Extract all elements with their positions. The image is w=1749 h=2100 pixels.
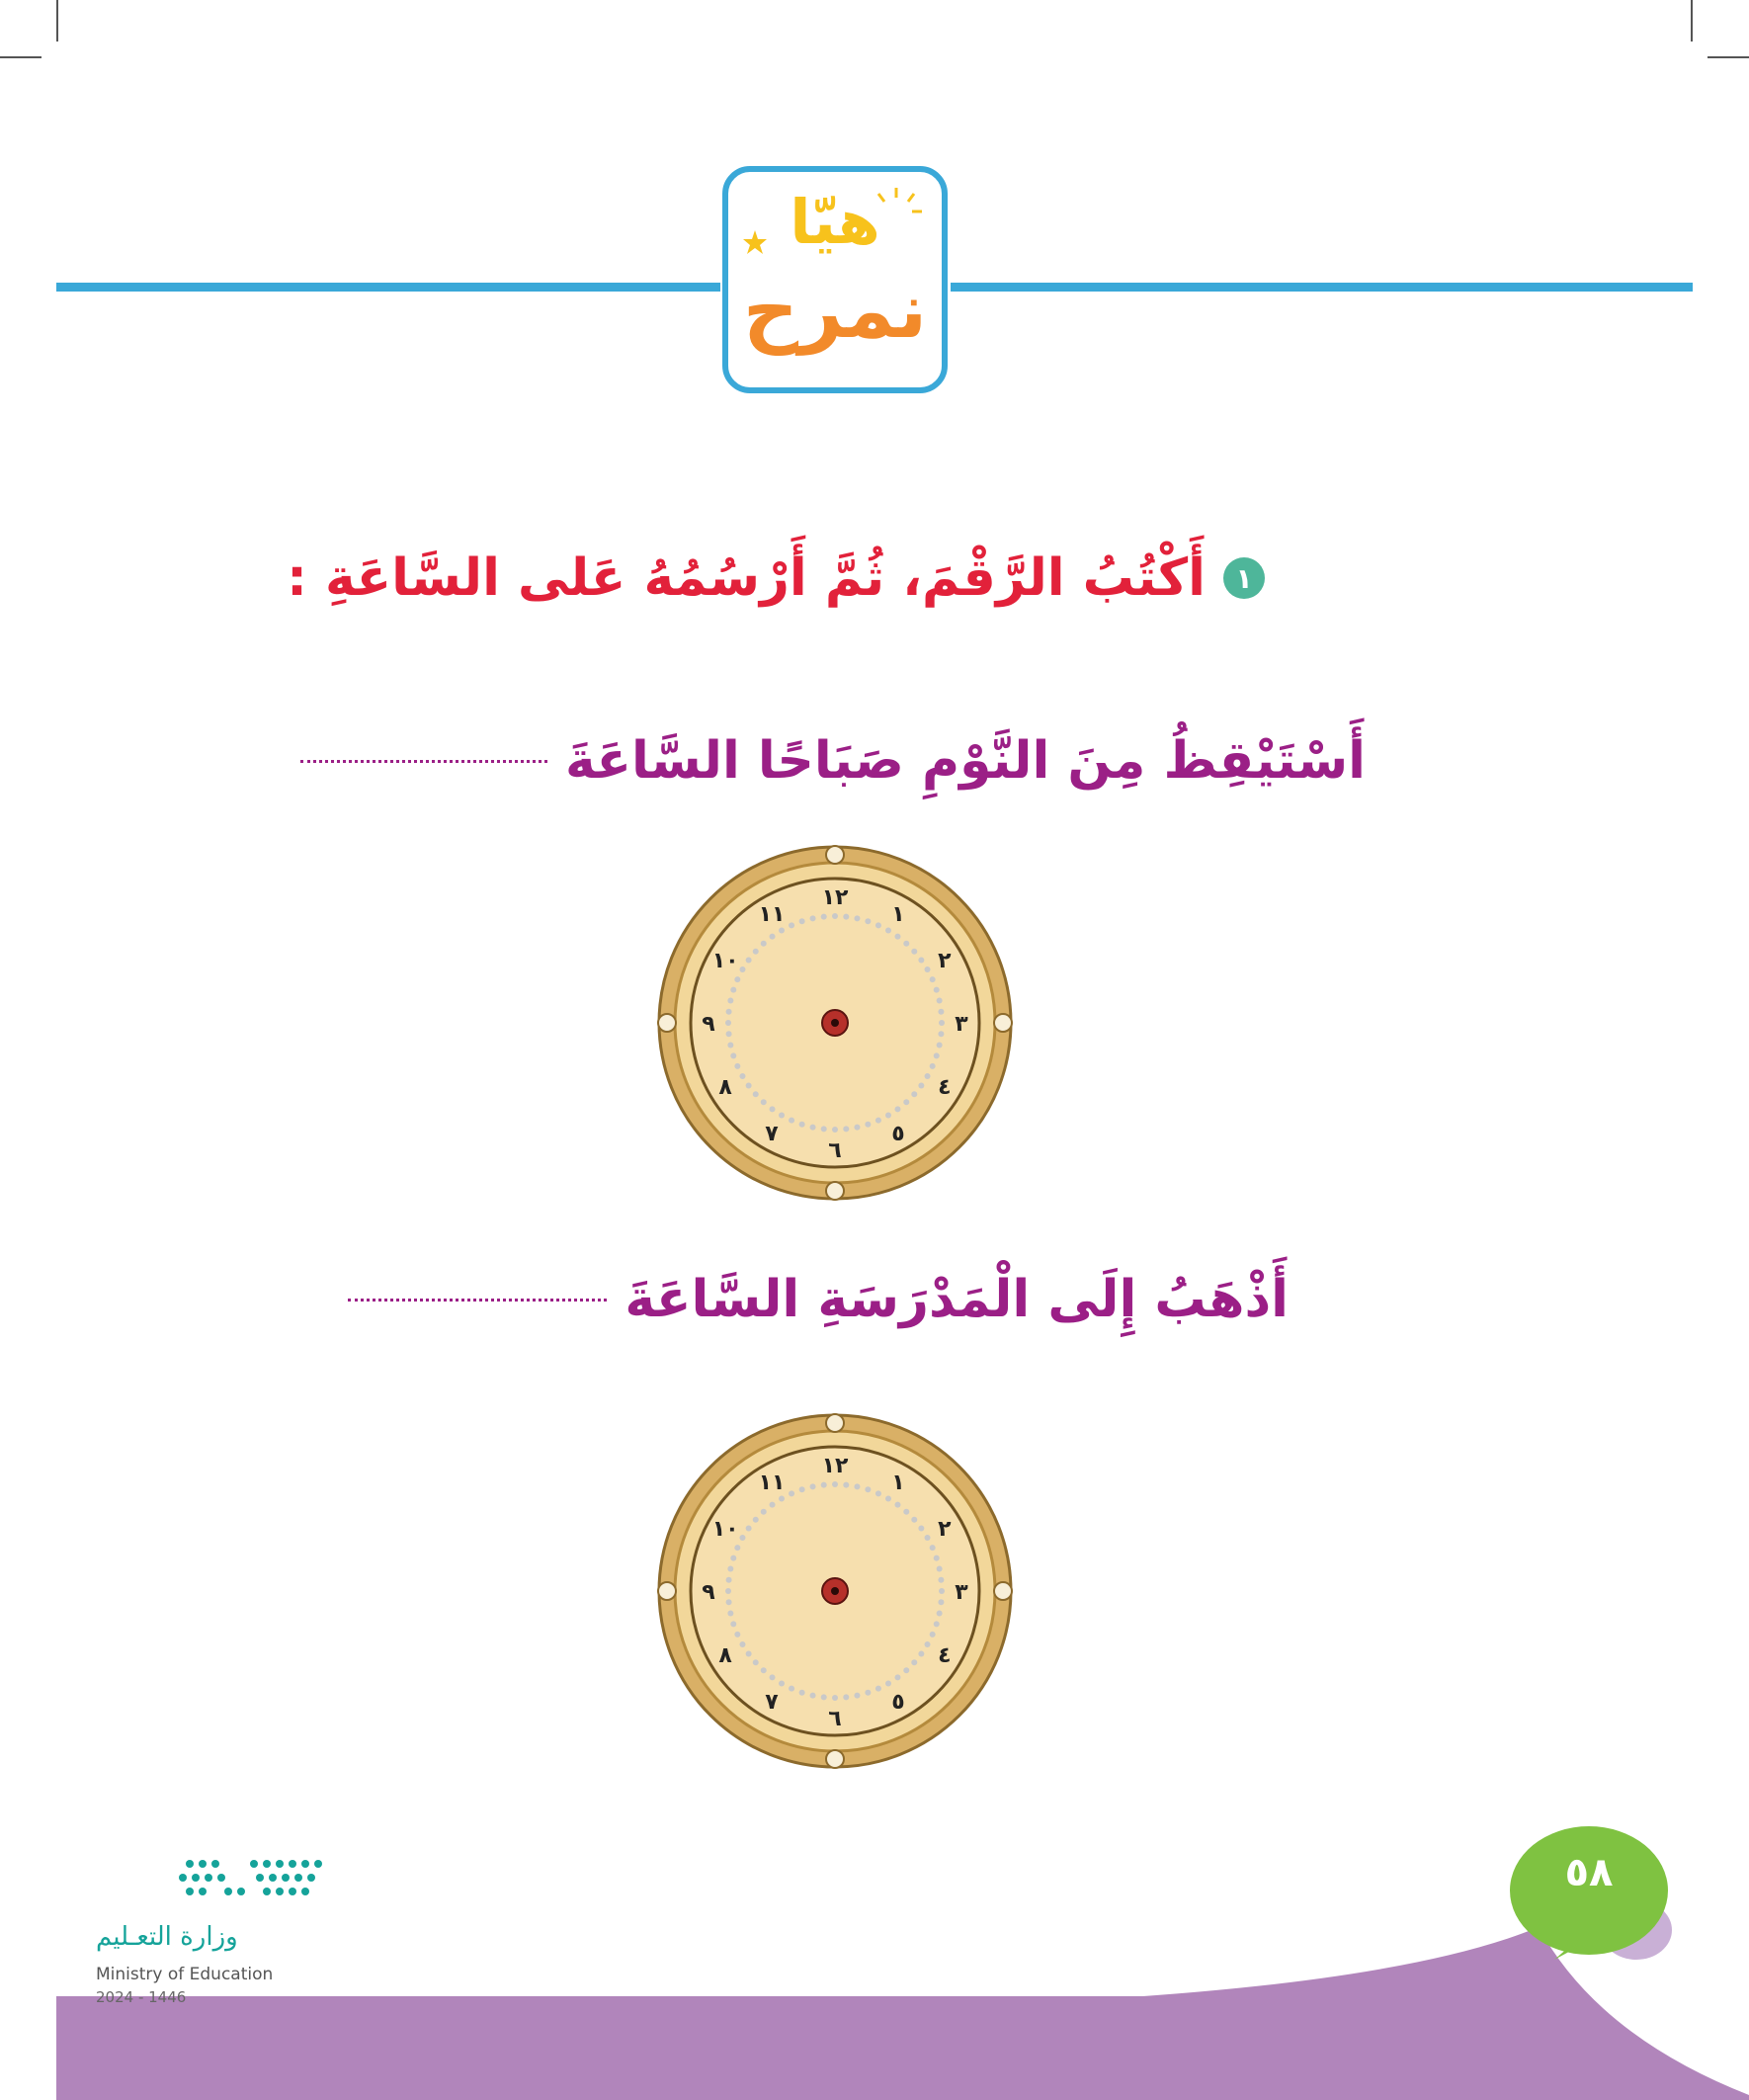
minute-dot — [937, 1042, 943, 1048]
clock-numeral: ٧ — [765, 1689, 779, 1715]
minute-dot — [925, 966, 931, 972]
minute-dot — [865, 918, 871, 924]
question-text: أَسْتَيْقِظُ مِنَ النَّوْمِ صَبَاحًا السَّاعَةَ — [564, 731, 1366, 791]
minute-dot — [799, 1690, 805, 1696]
minute-dot — [832, 1481, 838, 1487]
minute-dot — [730, 987, 736, 993]
minute-dot — [789, 1490, 794, 1496]
minute-dot — [799, 918, 805, 924]
question-wake-up — [300, 731, 1366, 791]
minute-dot — [865, 1486, 871, 1492]
minute-dot — [739, 1535, 745, 1541]
minute-dot — [821, 1694, 827, 1700]
clock-face[interactable] — [657, 1413, 1013, 1769]
question-go-to-school — [348, 1270, 1289, 1329]
minute-dot — [930, 1632, 936, 1638]
minute-dot — [753, 949, 759, 955]
clock-center-pin — [831, 1019, 839, 1027]
minute-dot — [739, 1073, 745, 1079]
minute-dot — [939, 1020, 945, 1026]
minute-dot — [843, 1694, 849, 1700]
clock-numeral: ١ — [891, 902, 905, 928]
rim-flower-ornament — [994, 1582, 1012, 1600]
minute-dot — [734, 976, 740, 982]
minute-dot — [885, 927, 891, 933]
clock-numeral: ٣ — [955, 1580, 968, 1605]
minute-dot — [789, 922, 794, 928]
minute-dot — [810, 1125, 816, 1131]
clock-numeral: ١١ — [758, 1470, 786, 1496]
minute-dot — [727, 1042, 733, 1048]
minute-dot — [810, 915, 816, 921]
badge-title-bottom: نمرح — [742, 267, 928, 356]
minute-dot — [779, 1113, 785, 1119]
clock-numeral: ١٢ — [821, 885, 849, 910]
minute-dot — [918, 1082, 924, 1088]
rim-flower-ornament — [826, 846, 844, 864]
clock-numeral: ٤ — [938, 1643, 952, 1668]
minute-dot — [865, 1122, 871, 1128]
rim-flower-ornament — [658, 1014, 676, 1032]
minute-dot — [770, 1674, 776, 1680]
clock-numeral: ٨ — [718, 1075, 732, 1100]
minute-dot — [894, 934, 900, 940]
minute-dot — [770, 934, 776, 940]
minute-dot — [938, 1577, 944, 1583]
minute-dot — [739, 966, 745, 972]
minute-dot — [726, 1009, 732, 1015]
minute-dot — [925, 1641, 931, 1647]
step-number: ١ — [1223, 557, 1265, 599]
minute-dot — [770, 1502, 776, 1508]
clock-center-pin — [831, 1587, 839, 1595]
minute-dot — [726, 1599, 732, 1605]
page-number: ٥٨ — [1564, 1850, 1614, 1895]
header-rule-right — [951, 283, 1693, 292]
ministry-name-english: Ministry of Education — [96, 1965, 274, 1984]
clock-numeral: ٩ — [702, 1012, 715, 1037]
minute-dot — [854, 1483, 860, 1489]
clock-numeral: ٢ — [938, 949, 952, 973]
minute-dot — [821, 1126, 827, 1132]
clock-numeral: ٥ — [891, 1121, 905, 1146]
clock-numeral: ٦ — [828, 1707, 842, 1731]
minute-dot — [854, 915, 860, 921]
crop-mark — [1707, 56, 1749, 58]
minute-dot — [937, 998, 943, 1004]
answer-blank[interactable] — [348, 1299, 607, 1302]
minute-dot — [761, 1667, 767, 1673]
clock-numeral: ١٠ — [711, 949, 739, 973]
minute-dot — [875, 1490, 881, 1496]
ministry-name-arabic: وزارة التعـليم — [96, 1922, 238, 1952]
clock-face[interactable] — [657, 845, 1013, 1201]
minute-dot — [746, 1082, 752, 1088]
clock-numeral: ١٢ — [821, 1454, 849, 1478]
minute-dot — [779, 1681, 785, 1687]
clock-numeral: ٧ — [765, 1121, 779, 1146]
minute-dot — [918, 1526, 924, 1532]
rim-flower-ornament — [994, 1014, 1012, 1032]
minute-dot — [930, 976, 936, 982]
edition-year: 2024 - 1446 — [96, 1988, 187, 2002]
minute-dot — [779, 1495, 785, 1501]
minute-dot — [885, 1113, 891, 1119]
minute-dot — [930, 1545, 936, 1551]
minute-dot — [725, 1020, 731, 1026]
rim-flower-ornament — [826, 1414, 844, 1432]
minute-dot — [918, 958, 924, 964]
minute-dot — [903, 1509, 909, 1515]
badge-title-top: هيّا — [790, 186, 880, 258]
rim-flower-ornament — [826, 1182, 844, 1200]
answer-blank[interactable] — [300, 760, 547, 763]
minute-dot — [789, 1686, 794, 1692]
minute-dot — [854, 1693, 860, 1699]
minute-dot — [938, 1009, 944, 1015]
minute-dot — [739, 1641, 745, 1647]
minute-dot — [779, 927, 785, 933]
minute-dot — [894, 1674, 900, 1680]
clock-numeral: ٦ — [828, 1138, 842, 1163]
clock-numeral: ١١ — [758, 902, 786, 928]
minute-dot — [875, 922, 881, 928]
minute-dot — [911, 1517, 917, 1523]
minute-dot — [821, 914, 827, 920]
minute-dot — [934, 987, 940, 993]
header-rule-left — [56, 283, 720, 292]
crop-mark — [56, 0, 58, 42]
minute-dot — [746, 1650, 752, 1656]
minute-dot — [753, 1659, 759, 1665]
minute-dot — [727, 1610, 733, 1616]
minute-dot — [938, 1599, 944, 1605]
minute-dot — [726, 1577, 732, 1583]
question-text: أَذْهَبُ إِلَى الْمَدْرَسَةِ السَّاعَةَ — [625, 1270, 1289, 1329]
minute-dot — [730, 1555, 736, 1561]
clock-numeral: ٨ — [718, 1643, 732, 1668]
clock-numeral: ١٠ — [711, 1517, 739, 1542]
crop-mark — [0, 56, 42, 58]
minute-dot — [938, 1031, 944, 1037]
minute-dot — [753, 1517, 759, 1523]
minute-dot — [789, 1118, 794, 1124]
minute-dot — [810, 1693, 816, 1699]
clock-numeral: ٥ — [891, 1689, 905, 1715]
minute-dot — [799, 1486, 805, 1492]
minute-dot — [734, 1632, 740, 1638]
minute-dot — [730, 1621, 736, 1627]
minute-dot — [939, 1588, 945, 1594]
minute-dot — [761, 1099, 767, 1105]
minute-dot — [770, 1106, 776, 1112]
clock-numeral: ١ — [891, 1470, 905, 1496]
clock-numeral: ٣ — [955, 1012, 968, 1037]
minute-dot — [753, 1091, 759, 1097]
minute-dot — [903, 941, 909, 947]
minute-dot — [843, 1482, 849, 1488]
minute-dot — [903, 1099, 909, 1105]
minute-dot — [761, 941, 767, 947]
exercise-instruction — [287, 548, 1265, 608]
minute-dot — [832, 913, 838, 919]
minute-dot — [810, 1483, 816, 1489]
minute-dot — [730, 1052, 736, 1058]
minute-dot — [761, 1509, 767, 1515]
minute-dot — [885, 1681, 891, 1687]
minute-dot — [875, 1118, 881, 1124]
clock-numeral: ٩ — [702, 1580, 715, 1605]
minute-dot — [934, 1555, 940, 1561]
minute-dot — [726, 1031, 732, 1037]
rim-flower-ornament — [658, 1582, 676, 1600]
crop-mark — [1691, 0, 1693, 42]
minute-dot — [843, 914, 849, 920]
minute-dot — [925, 1073, 931, 1079]
minute-dot — [875, 1686, 881, 1692]
minute-dot — [934, 1052, 940, 1058]
minute-dot — [799, 1122, 805, 1128]
minute-dot — [746, 1526, 752, 1532]
minute-dot — [865, 1690, 871, 1696]
rim-flower-ornament — [826, 1750, 844, 1768]
minute-dot — [911, 1091, 917, 1097]
minute-dot — [727, 1566, 733, 1572]
minute-dot — [930, 1063, 936, 1069]
minute-dot — [727, 998, 733, 1004]
minute-dot — [746, 958, 752, 964]
lets-play-badge — [722, 166, 948, 393]
minute-dot — [894, 1502, 900, 1508]
minute-dot — [918, 1650, 924, 1656]
minute-dot — [734, 1063, 740, 1069]
minute-dot — [725, 1588, 731, 1594]
minute-dot — [903, 1667, 909, 1673]
clock-numeral: ٤ — [938, 1075, 952, 1100]
minute-dot — [925, 1535, 931, 1541]
minute-dot — [843, 1126, 849, 1132]
instruction-text: أَكْتُبُ الرَّقْمَ، ثُمَّ أَرْسُمُهُ عَلى السَّاعَةِ : — [287, 548, 1206, 608]
minute-dot — [832, 1127, 838, 1133]
minute-dot — [832, 1695, 838, 1701]
minute-dot — [937, 1610, 943, 1616]
minute-dot — [734, 1545, 740, 1551]
minute-dot — [854, 1125, 860, 1131]
clock-numeral: ٢ — [938, 1517, 952, 1542]
minute-dot — [821, 1482, 827, 1488]
minute-dot — [885, 1495, 891, 1501]
minute-dot — [937, 1566, 943, 1572]
minute-dot — [911, 1659, 917, 1665]
minute-dot — [911, 949, 917, 955]
minute-dot — [894, 1106, 900, 1112]
minute-dot — [934, 1621, 940, 1627]
